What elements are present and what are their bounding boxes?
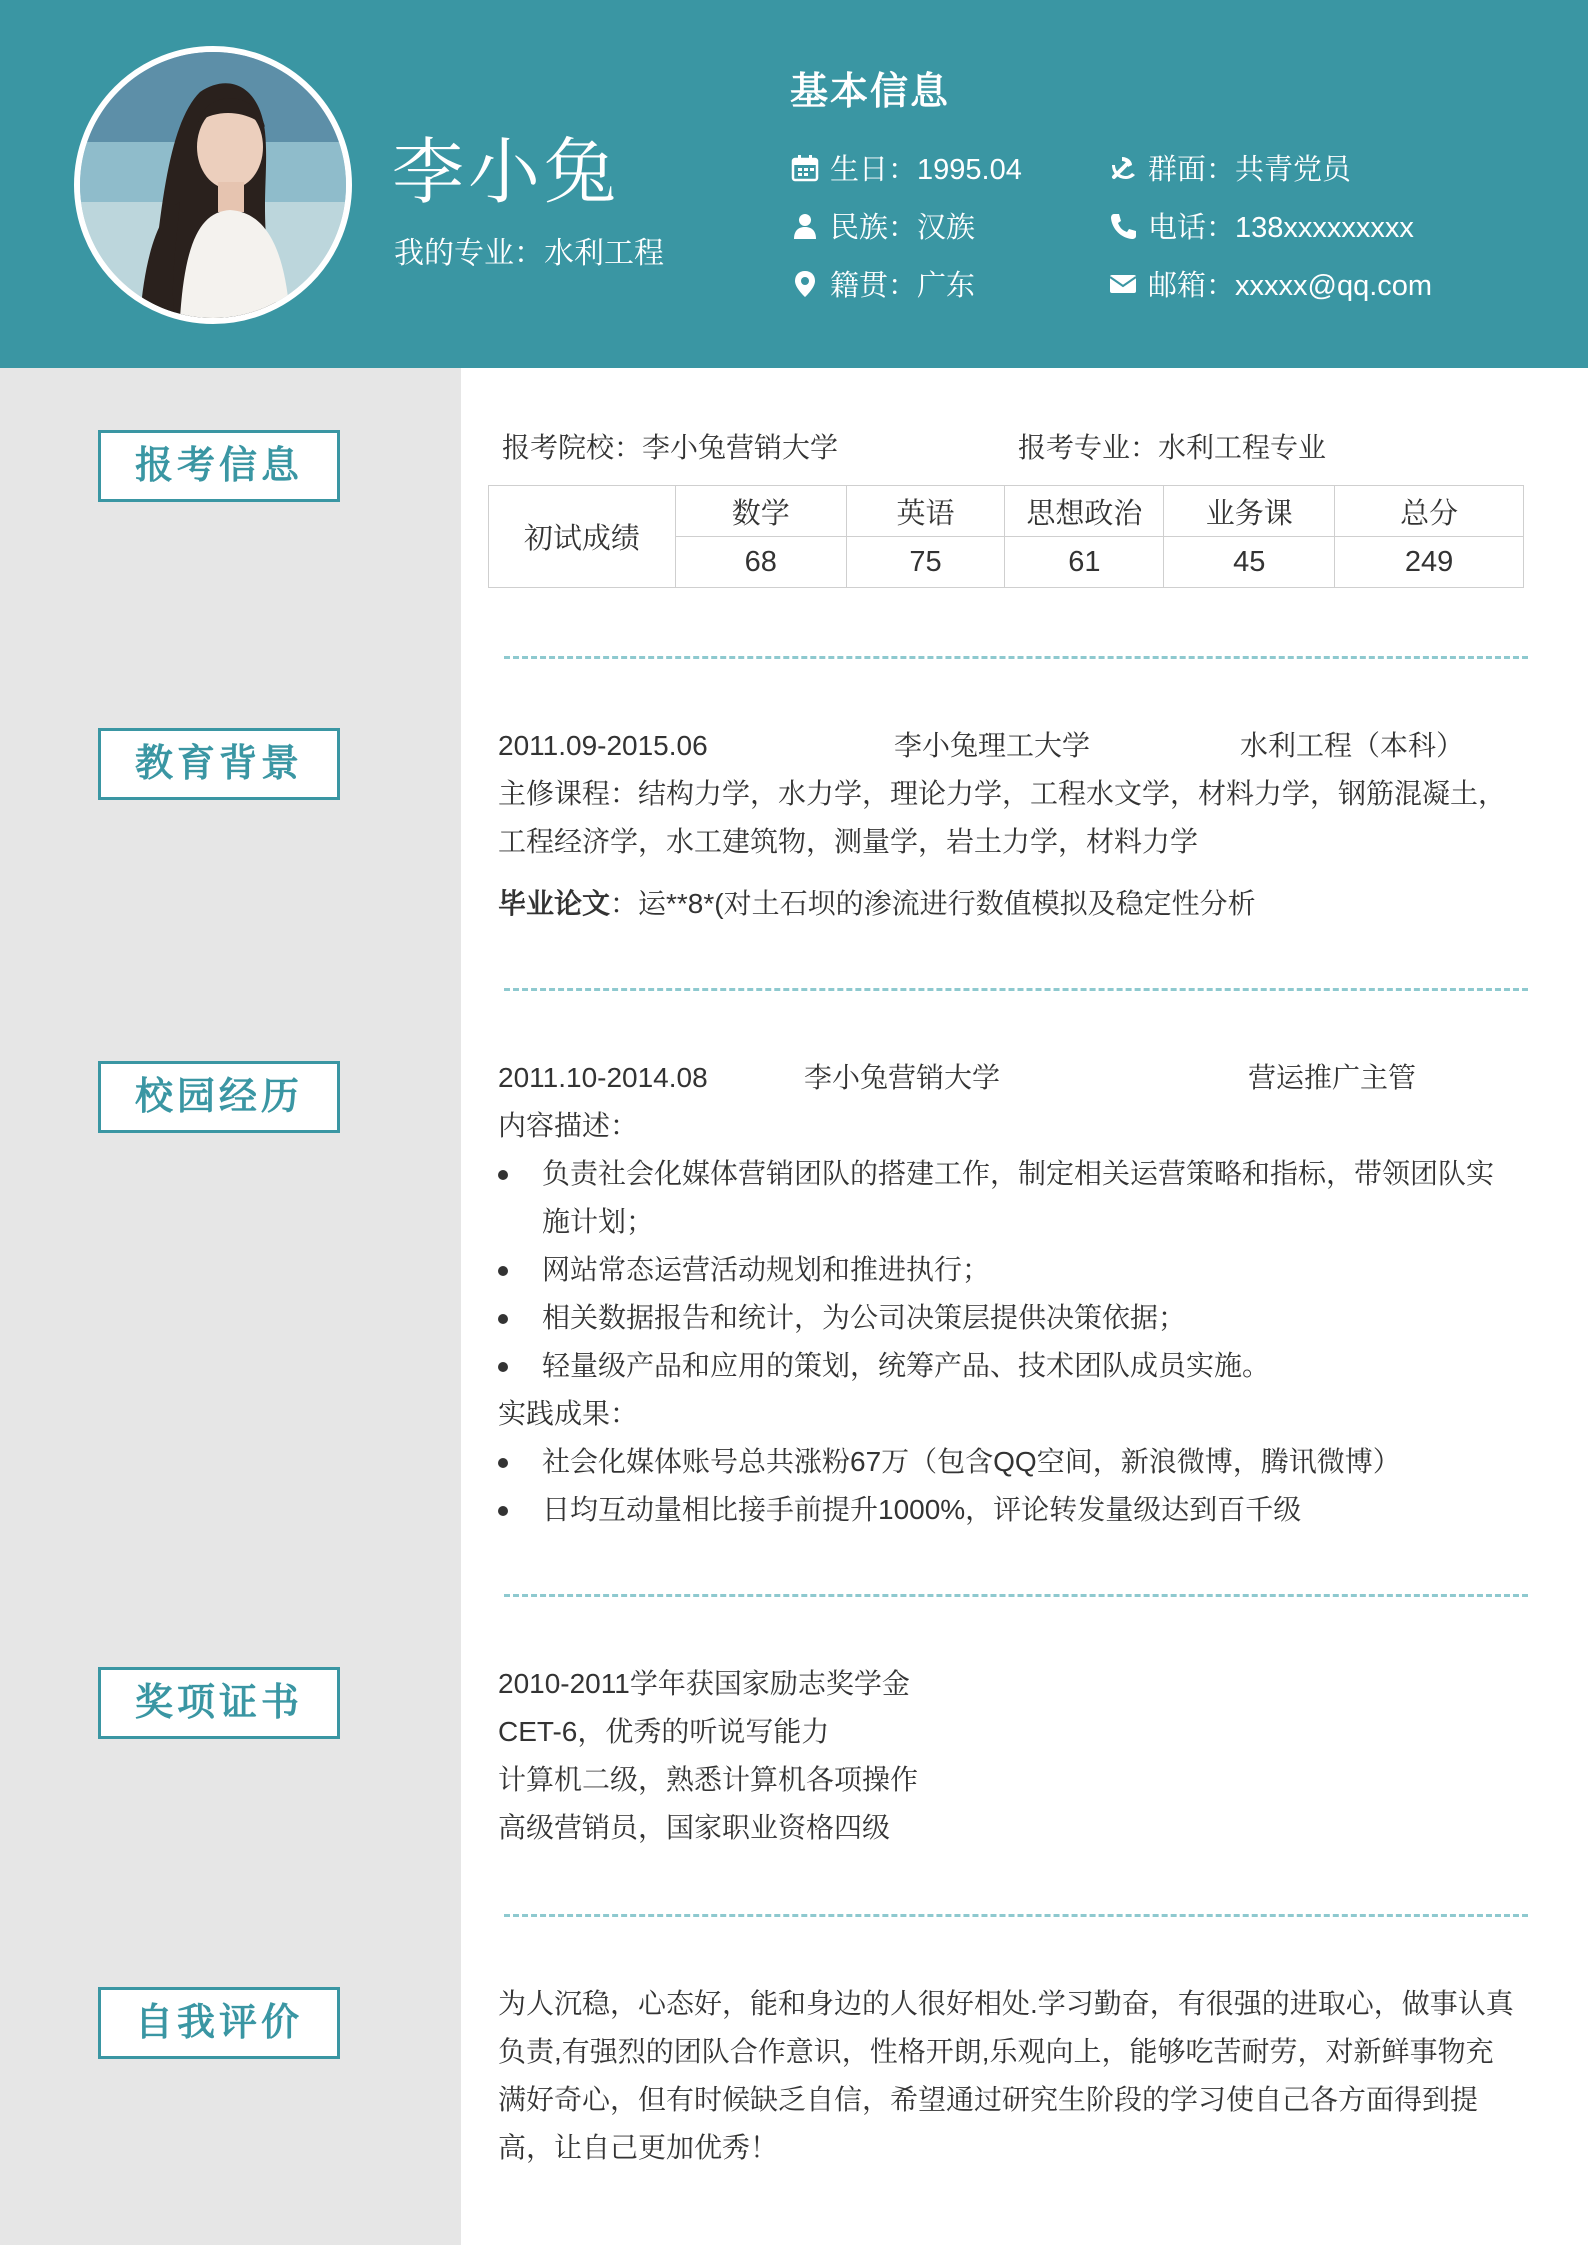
party-info: 群面：共青党员: [1108, 150, 1351, 190]
score-total: 249: [1335, 537, 1524, 588]
education-school: 李小兔理工大学: [894, 730, 1091, 761]
section-label-self: 自我评价: [98, 1987, 340, 2059]
award-item: 2010-2011学年获国家励志奖学金: [498, 1668, 910, 1699]
campus-period: 2011.10-2014.08: [498, 1062, 708, 1093]
candidate-major: 我的专业：水利工程: [394, 237, 664, 270]
education-courses-line-1: 主修课程：结构力学，水力学，理论力学，工程水文学，材料力学，钢筋混凝土，: [498, 778, 1507, 809]
score-table: [488, 485, 1524, 588]
self-eval-line: 为人沉稳，心态好，能和身边的人很好相处.学习勤奋，有很强的进取心，做事认真: [498, 1988, 1514, 2019]
ethnicity-info: 民族：汉族: [790, 208, 975, 248]
section-label-campus: 校园经历: [98, 1061, 340, 1133]
location-icon: [790, 269, 820, 299]
bullet-dot: [498, 1458, 508, 1468]
campus-org: 李小兔营销大学: [804, 1062, 1001, 1093]
bullet-dot: [498, 1170, 508, 1180]
birthday-info: 生日：1995.04: [790, 150, 1022, 190]
score-politics: 61: [1005, 537, 1164, 588]
score-header-major: 业务课: [1164, 486, 1335, 537]
thesis-label: 毕业论文: [498, 888, 611, 919]
score-math: 68: [675, 537, 846, 588]
campus-desc-label: 内容描述：: [498, 1110, 639, 1141]
basic-info-title: 基本信息: [790, 71, 951, 113]
phone-info: 电话：138xxxxxxxxx: [1108, 208, 1414, 248]
score-major: 45: [1164, 537, 1335, 588]
email-info: 邮箱：xxxxx@qq.com: [1108, 266, 1432, 306]
party-icon: [1108, 153, 1138, 183]
bullet-dot: [498, 1506, 508, 1516]
education-courses-line-2: 工程经济学，水工建筑物，测量学，岩土力学，材料力学: [498, 826, 1199, 857]
exam-school: 报考院校：李小兔营销大学: [502, 432, 839, 463]
portrait-image: [80, 52, 346, 318]
hometown-info: 籍贯：广东: [790, 266, 975, 306]
person-icon: [790, 211, 820, 241]
avatar: [74, 46, 352, 324]
mail-icon: [1108, 269, 1138, 299]
score-header-math: 数学: [675, 486, 846, 537]
phone-icon: [1108, 211, 1138, 241]
divider: [504, 656, 1528, 659]
thesis-text: ：运**8*(对土石坝的渗流进行数值模拟及稳定性分析: [610, 888, 1256, 919]
sidebar: [0, 368, 461, 2245]
self-eval-line: 高，让自己更加优秀！: [498, 2132, 779, 2163]
score-header-total: 总分: [1335, 486, 1524, 537]
calendar-icon: [790, 153, 820, 183]
education-period: 2011.09-2015.06: [498, 730, 708, 761]
section-label-education: 教育背景: [98, 728, 340, 800]
award-item: 高级营销员，国家职业资格四级: [498, 1812, 891, 1843]
education-thesis: [498, 884, 1256, 924]
exam-major: 报考专业：水利工程专业: [1018, 432, 1327, 463]
score-header-english: 英语: [846, 486, 1005, 537]
self-eval-line: 负责,有强烈的团队合作意识，性格开朗,乐观向上，能够吃苦耐劳，对新鲜事物充: [498, 2036, 1494, 2067]
score-header-politics: 思想政治: [1005, 486, 1164, 537]
self-eval-line: 满好奇心，但有时候缺乏自信，希望通过研究生阶段的学习使自己各方面得到提: [498, 2084, 1479, 2115]
score-english: 75: [846, 537, 1005, 588]
bullet-dot: [498, 1266, 508, 1276]
list-item-continuation: 施计划；: [542, 1206, 655, 1237]
campus-role: 营运推广主管: [1248, 1062, 1417, 1093]
campus-result-label: 实践成果：: [498, 1398, 639, 1429]
score-row-label: 初试成绩: [489, 486, 676, 588]
education-degree: 水利工程（本科）: [1240, 730, 1465, 761]
divider: [504, 1594, 1528, 1597]
section-label-awards: 奖项证书: [98, 1667, 340, 1739]
header-banner: [0, 0, 1588, 368]
award-item: 计算机二级，熟悉计算机各项操作: [498, 1764, 919, 1795]
divider: [504, 988, 1528, 991]
award-item: CET-6，优秀的听说写能力: [498, 1716, 830, 1747]
bullet-dot: [498, 1362, 508, 1372]
bullet-dot: [498, 1314, 508, 1324]
candidate-name: 李小兔: [392, 133, 621, 213]
divider: [504, 1914, 1528, 1917]
section-label-exam: 报考信息: [98, 430, 340, 502]
